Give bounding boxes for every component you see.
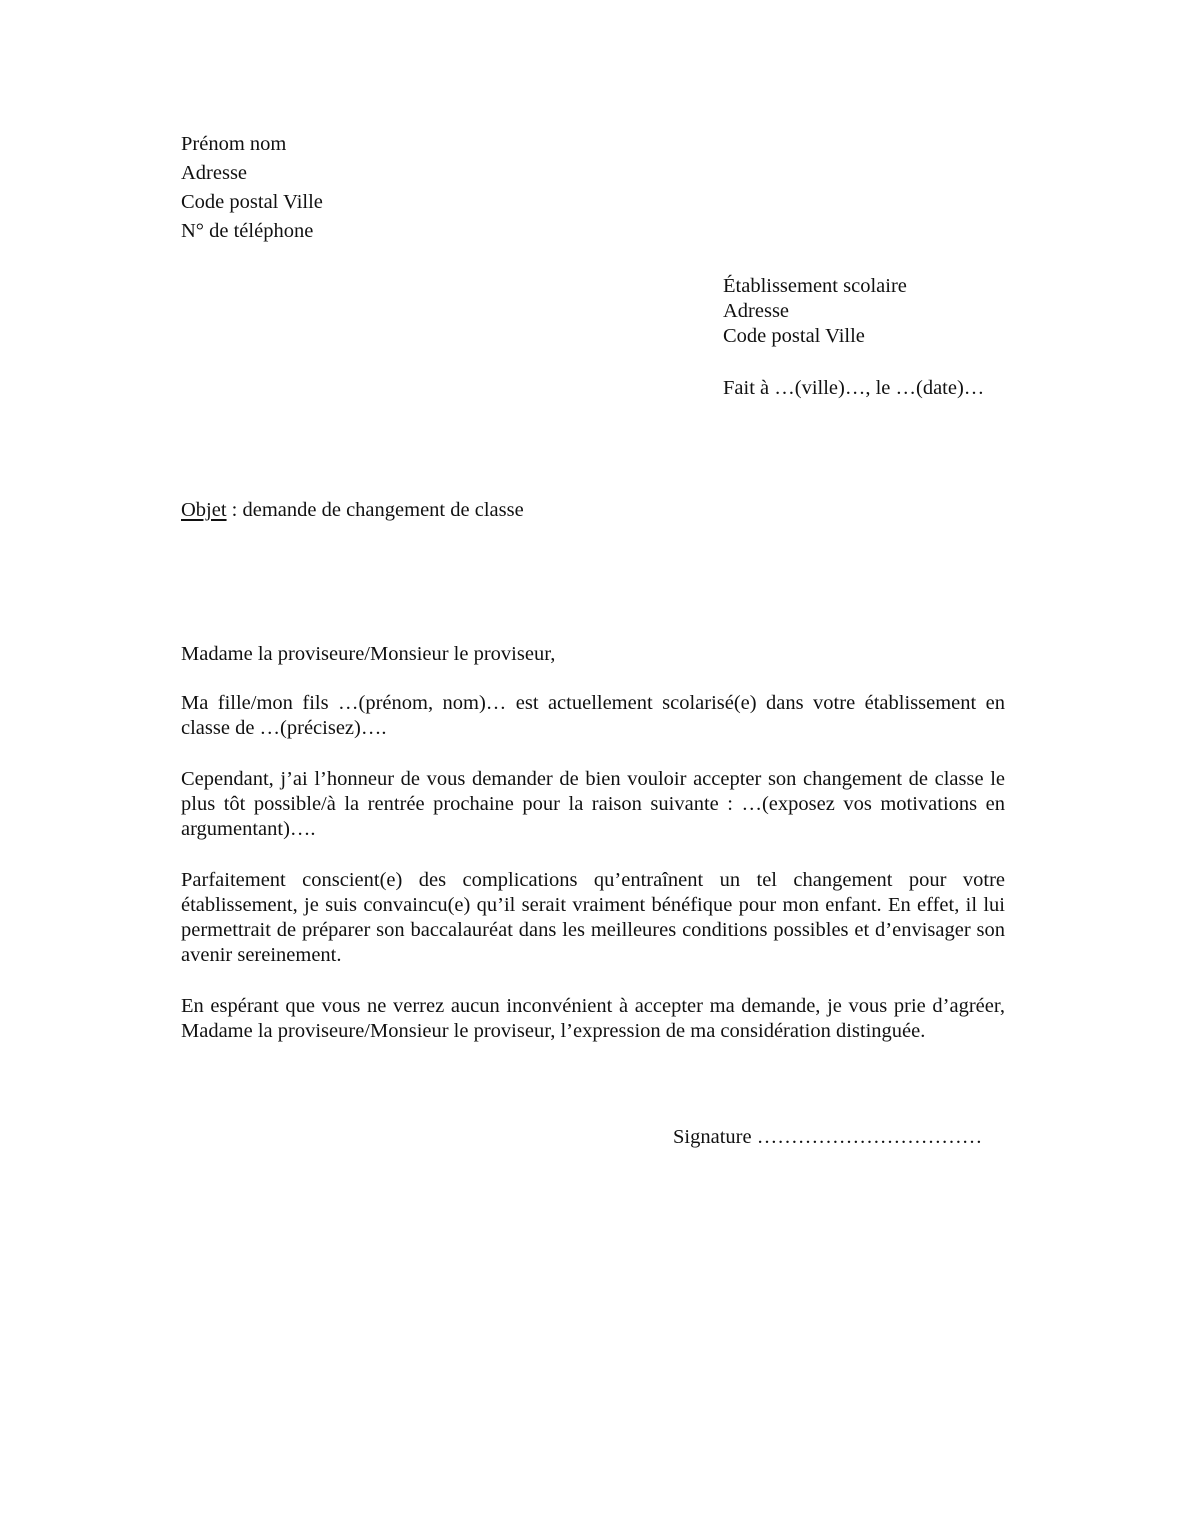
paragraph-2: Cependant, j’ai l’honneur de vous demander de bien vouloir accepter son changement de classe le plus tôt possible/à la rentrée prochaine pour la raison suivante : …(exposez vos motivations en argumentant)…. xyxy=(181,768,1005,840)
sender-name: Prénom nom xyxy=(181,133,287,155)
subject-text: : demande de changement de classe xyxy=(226,499,524,521)
paragraph-1: Ma fille/mon fils …(prénom, nom)… est actuellement scolarisé(e) dans votre établissement en classe de …(précisez)…. xyxy=(181,692,1005,739)
sender-city: Code postal Ville xyxy=(181,191,323,213)
place-date: Fait à …(ville)…, le …(date)… xyxy=(723,377,985,399)
recipient-name: Établissement scolaire xyxy=(723,275,907,297)
sender-phone: N° de téléphone xyxy=(181,220,314,242)
salutation: Madame la proviseure/Monsieur le proviseur, xyxy=(181,643,556,665)
recipient-city: Code postal Ville xyxy=(723,325,865,347)
paragraph-3: Parfaitement conscient(e) des complications qu’entraînent un tel changement pour votre établissement, je suis convaincu(e) qu’il serait vraiment bénéfique pour mon enfant. En effet, il lui permettrait de préparer son baccalauréat dans les meilleures conditions possibles et d’envisager son avenir sereinement. xyxy=(181,869,1005,966)
paragraph-4: En espérant que vous ne verrez aucun inconvénient à accepter ma demande, je vous prie d’agréer, Madame la proviseure/Monsieur le proviseur, l’expression de ma considération distinguée. xyxy=(181,995,1005,1042)
sender-address: Adresse xyxy=(181,162,248,184)
signature-line: Signature …………………………… xyxy=(673,1126,983,1148)
subject-label: Objet xyxy=(181,499,227,521)
recipient-address: Adresse xyxy=(723,300,790,322)
subject-line xyxy=(181,498,524,523)
